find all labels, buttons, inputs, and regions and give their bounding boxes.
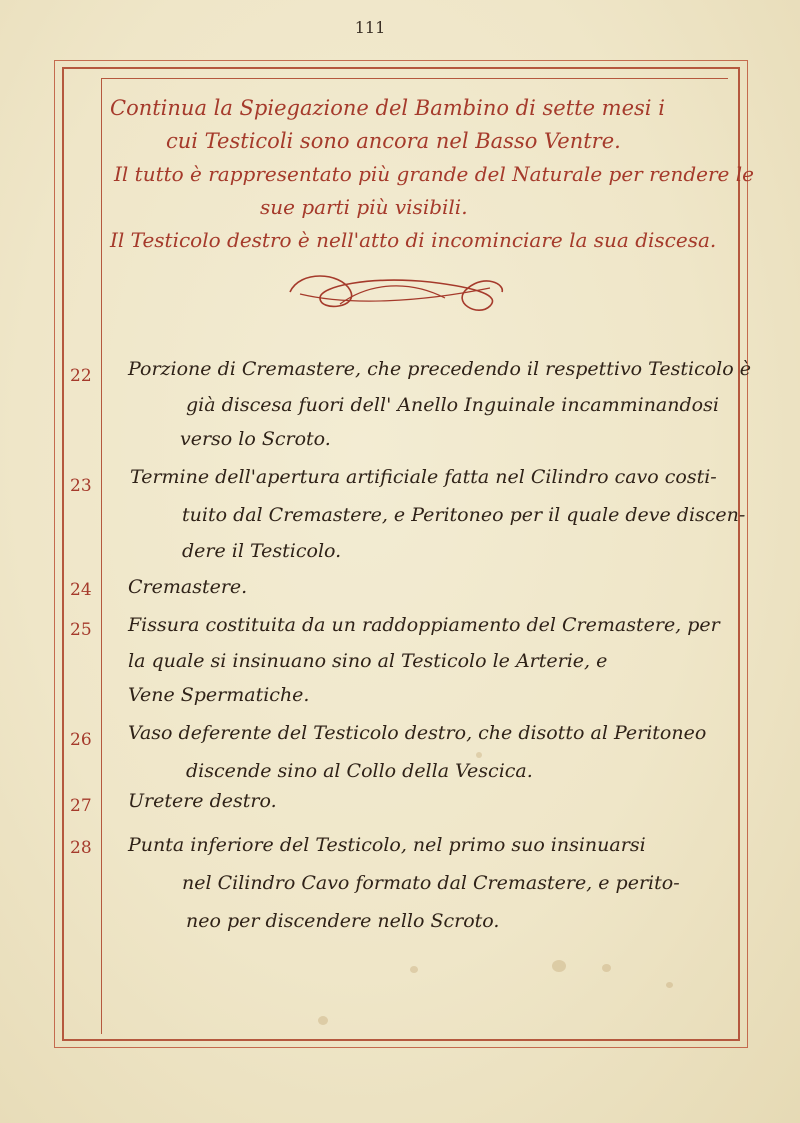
- entry-number: 22: [70, 366, 92, 386]
- heading-line: sue parti più visibili.: [260, 195, 468, 219]
- paper-stain: [552, 960, 566, 972]
- entry-text-line: Vene Spermatiche.: [128, 684, 310, 706]
- paper-stain: [476, 752, 482, 758]
- paper-stain: [318, 1016, 328, 1025]
- entry-number: 28: [70, 838, 92, 858]
- entry-text-line: nel Cilindro Cavo formato dal Cremastere, e perito-: [182, 872, 680, 894]
- entry-text-line: tuito dal Cremastere, e Peritoneo per il quale deve discen-: [182, 504, 746, 526]
- entry-number: 23: [70, 476, 92, 496]
- paper-stain: [602, 964, 611, 972]
- entry-text-line: neo per discendere nello Scroto.: [186, 910, 500, 932]
- entry-text-line: Punta inferiore del Testicolo, nel primo suo insinuarsi: [128, 834, 646, 856]
- entry-text-line: Vaso deferente del Testicolo destro, che disotto al Peritoneo: [128, 722, 707, 744]
- entry-text-line: già discesa fuori dell' Anello Inguinale incamminandosi: [186, 394, 719, 416]
- entry-number: 27: [70, 796, 92, 816]
- entry-number: 25: [70, 620, 92, 640]
- heading-line: Il Testicolo destro è nell'atto di incominciare la sua discesa.: [110, 228, 717, 252]
- entry-text-line: Porzione di Cremastere, che precedendo il respettivo Testicolo è: [128, 358, 751, 380]
- heading-line: Il tutto è rappresentato più grande del Naturale per rendere le: [114, 162, 754, 186]
- calligraphic-flourish: [280, 262, 510, 318]
- entry-text-line: Fissura costituita da un raddoppiamento del Cremastere, per: [128, 614, 720, 636]
- paper-stain: [666, 982, 673, 988]
- page-number: 111: [354, 18, 386, 37]
- heading-line: cui Testicoli sono ancora nel Basso Ventre.: [166, 129, 621, 153]
- entry-text-line: discende sino al Collo della Vescica.: [186, 760, 533, 782]
- page-heading: [110, 92, 754, 257]
- paper-stain: [410, 966, 418, 973]
- entry-number: 26: [70, 730, 92, 750]
- entry-number: 24: [70, 580, 92, 600]
- entry-text-line: Cremastere.: [128, 576, 248, 598]
- entry-text-line: la quale si insinuano sino al Testicolo le Arterie, e: [128, 650, 608, 672]
- entry-text-line: dere il Testicolo.: [182, 540, 342, 562]
- entry-text-line: Uretere destro.: [128, 790, 277, 812]
- heading-line: Continua la Spiegazione del Bambino di sette mesi i: [110, 96, 665, 120]
- entry-text-line: verso lo Scroto.: [180, 428, 331, 450]
- entry-text-line: Termine dell'apertura artificiale fatta nel Cilindro cavo costi-: [130, 466, 717, 488]
